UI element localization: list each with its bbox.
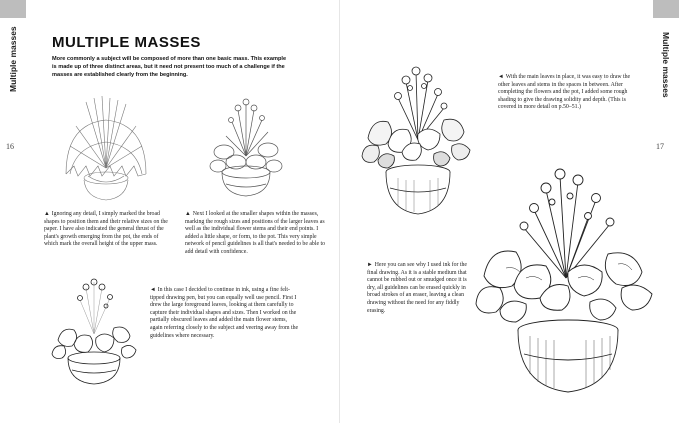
arrow-left-icon: ◄	[498, 74, 504, 80]
arrow-left-icon: ◄	[150, 287, 156, 293]
caption-step-3	[150, 287, 300, 340]
left-page-number: 16	[6, 142, 14, 151]
page-title: MULTIPLE MASSES	[52, 34, 201, 51]
arrow-up-icon: ▲	[44, 211, 50, 217]
left-tab-block	[0, 0, 26, 18]
right-side-label	[653, 30, 679, 100]
page-gutter	[339, 0, 340, 423]
caption-step-1	[44, 211, 174, 249]
ink-partial-drawing	[44, 278, 144, 388]
right-page-number: 17	[656, 142, 664, 151]
ink-shaded-plant	[358, 60, 476, 232]
caption-step-2	[185, 211, 330, 257]
sketch-basic-masses	[56, 96, 156, 206]
left-side-tab	[0, 0, 26, 423]
caption-step-3-text: In this case I decided to continue in ink, using a fine felt-tipped drawing pen, but you can equally well use pencil. First I drew the large foreground leaves, looking at them carefully to capture their individual shapes and sizes. Then I worked on the partially obscured leaves and added the main flower stems, again referring closely to the subject and veering away from the guidelines where necessary.	[150, 287, 299, 339]
left-side-label-text: Multiple masses	[8, 26, 18, 92]
ink-final-plant	[470, 160, 660, 400]
final-plant-svg	[470, 160, 660, 400]
basic-masses-svg	[56, 96, 156, 206]
shaded-plant-svg	[358, 60, 476, 232]
guidelines-svg	[196, 96, 296, 206]
caption-step-5-text: Here you can see why I used ink for the final drawing. As it is a stable medium that cannot be rubbed out or smudged once it is dry, all guidelines can be erased quickly in broad strokes of an eraser, leaving a clean drawing without the need for any fiddly erasing.	[367, 262, 467, 314]
intro-paragraph: More commonly a subject will be composed of more than one basic mass. This example is made up of three distinct areas, but it need not present too much of a challenge if the masses are established clearly from the beginning.	[52, 56, 287, 78]
caption-step-1-text: Ignoring any detail, I simply marked the broad shapes to position them and their relative sizes on the paper. I have also indicated the general thrust of the plant's growth emerging from the pot, the ends of which mark the overall height of the upper mass.	[44, 211, 168, 248]
caption-step-4	[498, 74, 638, 112]
right-side-label-text: Multiple masses	[661, 32, 671, 98]
caption-step-4-text: With the main leaves in place, it was easy to draw the other leaves and stems in the spaces in between. After completing the flowers and the pot, I added some rough shading to give the drawing solidity and depth. (This is covered in more detail on p.50–51.)	[498, 74, 631, 111]
sketch-guidelines	[196, 96, 296, 206]
caption-step-2-text: Next I looked at the smaller shapes within the masses, marking the rough sizes and positions of the larger leaves as well as the individual flower stems and their end points. I added a little shape, or form, to the pot. This very simple network of pencil guidelines is all that's needed to be able to add detail with confidence.	[185, 211, 325, 255]
left-side-label	[0, 26, 26, 100]
partial-ink-svg	[44, 278, 144, 388]
arrow-up-icon: ▲	[185, 211, 191, 217]
right-tab-block	[653, 0, 679, 18]
caption-step-5	[367, 262, 467, 315]
arrow-right-icon: ►	[367, 262, 373, 268]
